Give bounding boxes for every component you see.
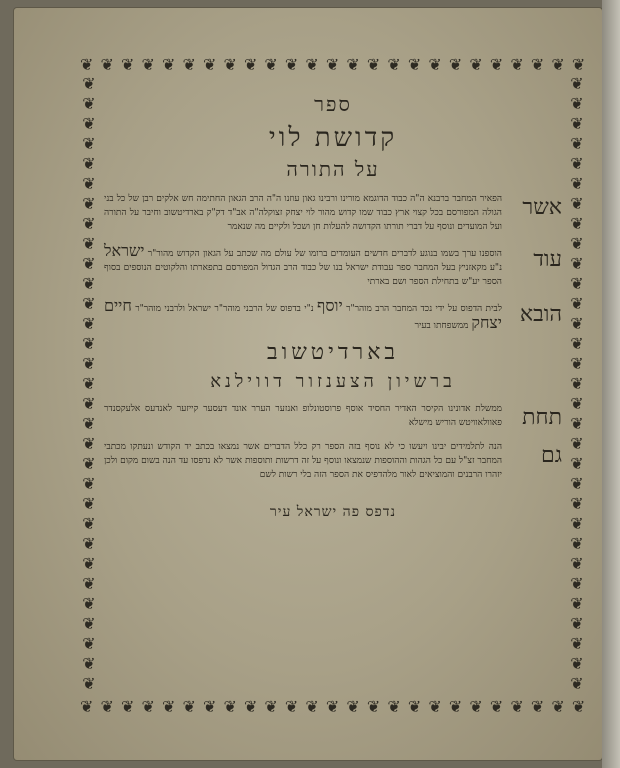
highlighted-name: יוסף — [317, 296, 343, 315]
paragraph-lead-word: תחת — [522, 405, 562, 430]
border-right: ❦❦❦❦❦❦❦❦❦❦❦❦❦❦❦❦❦❦❦❦❦❦❦❦❦❦❦❦❦❦❦ — [570, 74, 584, 693]
title-page-content — [104, 82, 562, 690]
imprint-line: נדפס פה ישראל עיר — [269, 504, 397, 520]
paragraph-text-part: נ"ע מקאזניץ בעל המחבר ספר עבודת ישראל בנו של כבוד הרב הגדול המפורסם בתפארתו והלקוטים הנוספים בסוף הספר יע"ש בתחילת הספר ושם בארתי — [104, 263, 502, 287]
paragraph-lead-word: עוד — [533, 247, 562, 272]
paragraph-od — [104, 241, 562, 289]
book-title: קדושת לוי — [268, 123, 398, 153]
censor-line: ברשיון הצענזור דווילנא — [210, 371, 456, 392]
paragraph-gam — [104, 440, 562, 482]
paragraph-text — [104, 241, 502, 289]
paragraph-text-part: הוספנו ערך בשמו בנוגע לדברים חדשים העומדים ברומו של עולם מה שכתב על הגאון הקדוש מהור"ר — [147, 249, 502, 259]
paragraph-asher — [104, 192, 562, 234]
book-subtitle: על התורה — [286, 157, 380, 181]
title-sefer: ספר — [314, 92, 352, 116]
paragraph-lead-word: אשר — [522, 195, 562, 220]
border-top: ❦ ❦ ❦ ❦ ❦ ❦ ❦ ❦ ❦ ❦ ❦ ❦ ❦ ❦ ❦ ❦ ❦ ❦ ❦ ❦ ❦ ❦ ❦ ❦ ❦ — [80, 56, 586, 74]
paragraph-text: ממשלת אדונינו הקיסר האדיר החסיד אוסף פרוסטונלופ ואנזער הערר אונד דעסער קייזער לאנדעס אלעקסנדר פאוולאוויטש הוריש מישלא — [104, 404, 502, 428]
paragraph-lead-word: הובא — [519, 302, 562, 327]
city-line: בארדיטשוב — [266, 340, 400, 365]
paragraph-lead-word: גם — [541, 443, 562, 468]
border-left: ❦❦❦❦❦❦❦❦❦❦❦❦❦❦❦❦❦❦❦❦❦❦❦❦❦❦❦❦❦❦❦ — [82, 74, 96, 693]
paragraph-text: הנה לתלמידים יבינו ויעשו כי לא נוסף בזה הספר רק כלל הדברים אשר נמצאו בכתב יד הקודש ונעתקו מכתבי המחבר זצ"ל עם כל הגהות וההוספות שנמצאו ונוסף על זה דרשות ותוספות אשר לא נדפסו עד הנה בשום מקום ולכן יזהרו הרבנים והמוציאים לאור מלהדפיס את הספר הזה בלי רשות לשם — [104, 442, 502, 480]
book-page — [14, 8, 602, 760]
paragraph-text — [104, 296, 502, 333]
ornamental-border — [80, 56, 586, 716]
border-bottom: ❦ ❦ ❦ ❦ ❦ ❦ ❦ ❦ ❦ ❦ ❦ ❦ ❦ ❦ ❦ ❦ ❦ ❦ ❦ ❦ ❦ ❦ ❦ ❦ ❦ — [80, 698, 586, 716]
paragraph-text-part: ממשפחתו בעיר — [414, 321, 469, 331]
page-edge — [602, 0, 620, 768]
paragraph-tachat — [104, 402, 562, 430]
paragraph-huva — [104, 296, 562, 333]
highlighted-name: ישראל — [104, 241, 145, 260]
paragraph-text: הפאיר המחבר ברבנא ה"ה כבוד הדוגמא מורינו ורבינו גאון עוזנו ה"ה הרב הגאון החתימה חש אלקים רבן של כל בני הגולה המפורסם בכל קצוי ארץ כבוד שמו קדוש מהור לוי יצחק זצוקלה"ה אב"ד דק"ק בארדיטשוב וחיבר על התורה ועל המועדים ונוסף על דברי תורתו הקדושה להעלות חן ושכל ולקיים מה שנאמר — [104, 194, 502, 232]
highlighted-name: חיים יצחק — [104, 296, 502, 332]
paragraph-text-part: לבית הדפוס על ידי נכד המחבר הרב מוהר"ר — [346, 304, 502, 314]
paragraph-text-part: נ"י בדפוס של הרבני מוהר"ר ישראל ולרבני מוהר"ר — [135, 304, 314, 314]
